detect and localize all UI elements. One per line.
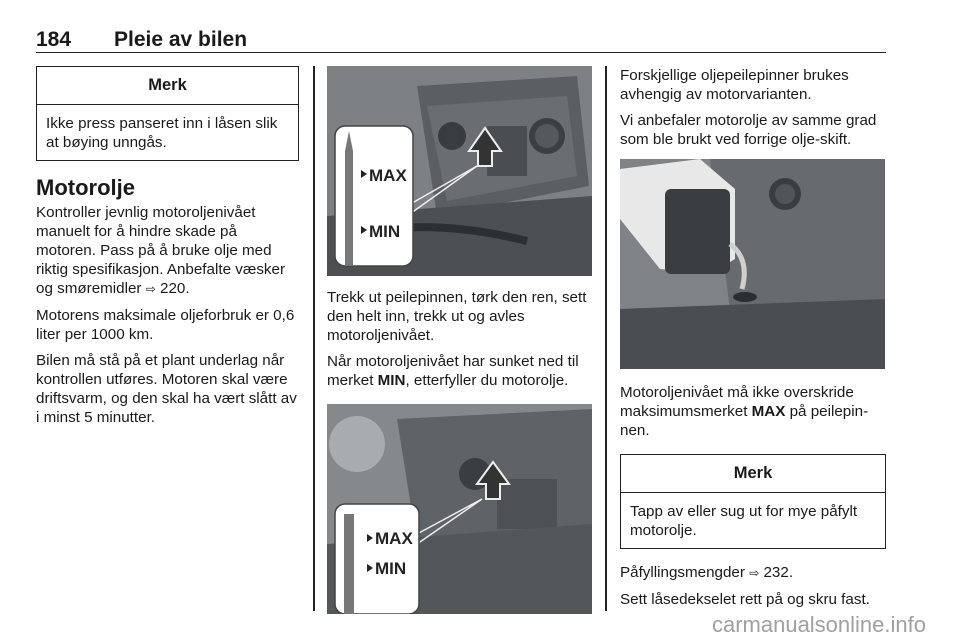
paragraph: Motoroljenivået må ikke overskride maksimumsmerket MAX på peilepin-nen.	[620, 384, 869, 439]
paragraph: Forskjellige oljepeilepinner brukes avhengig av motorvarianten.	[620, 67, 849, 103]
note-text: Ikke press panseret inn i låsen slik at bøying unngås.	[46, 115, 278, 151]
page-number: 184	[36, 28, 72, 51]
paragraph: Vi anbefaler motorolje av samme grad som ble brukt ved forrige olje-skift.	[620, 112, 877, 148]
column-divider	[313, 66, 315, 611]
page-ref-link[interactable]: 220.	[160, 280, 190, 297]
page-ref-link[interactable]: 232.	[763, 564, 794, 581]
note-heading: Merk	[621, 455, 885, 493]
min-mark-label: MIN	[369, 222, 401, 241]
paragraph: Trekk ut peilepinnen, tørk den ren, sett den helt inn, trekk ut og avles motoroljenivået.	[327, 289, 587, 344]
paragraph: Påfyllingsmengder ⇨ 232.	[620, 564, 794, 581]
column-divider	[605, 66, 607, 611]
paragraph: Bilen må stå på et plant underlag når kontrollen utføres. Motoren skal være driftsvarm, og den skal ha vært slått av i minst 5 minutter.	[36, 352, 297, 426]
engine-dipstick-image	[327, 66, 592, 276]
paragraph: Kontroller jevnlig motoroljenivået manuelt for å hindre skade på motoren. Pass på å bruke olje med riktig spesifikasjon. Anbefalte væsker og smøremidler ⇨ 220.	[36, 204, 286, 297]
oil-filling-image	[620, 159, 885, 369]
note-box	[36, 66, 299, 161]
paragraph: Sett låsedekselet rett på og skru fast.	[620, 591, 870, 608]
watermark: carmanualsonline.info	[711, 612, 926, 637]
column-left	[36, 66, 299, 434]
section-title: Motorolje	[36, 175, 135, 200]
note-heading: Merk	[37, 67, 298, 105]
column-right	[620, 66, 886, 616]
page-ref-icon: ⇨	[749, 566, 760, 580]
paragraph: Motorens maksimale oljeforbruk er 0,6 liter per 1000 km.	[36, 307, 295, 343]
max-mark-label: MAX	[375, 529, 413, 548]
page-ref-icon: ⇨	[145, 282, 156, 296]
paragraph: Når motoroljenivået har sunket ned til merket MIN, etterfyller du motorolje.	[327, 353, 579, 389]
min-mark-label: MIN	[375, 559, 407, 578]
note-box	[620, 454, 886, 549]
max-mark-label: MAX	[369, 166, 407, 185]
page-title: Pleie av bilen	[114, 28, 248, 51]
engine-dipstick-image-alt	[327, 404, 592, 614]
column-middle	[327, 66, 592, 626]
page-header	[36, 26, 886, 53]
note-text: Tapp av eller sug ut for mye påfylt motorolje.	[630, 503, 858, 539]
